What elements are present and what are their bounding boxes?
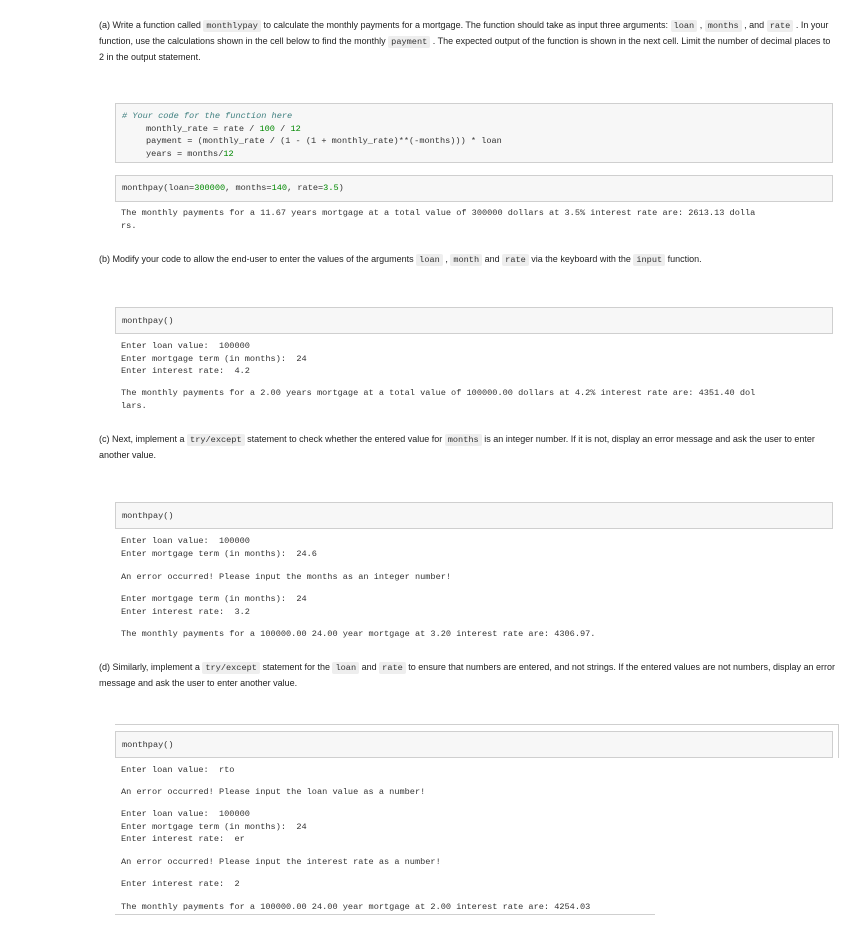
- code-token: , months=: [225, 183, 272, 193]
- output-b-prompts: Enter loan value: 100000 Enter mortgage term (in months): 24 Enter interest rate: 4.2: [121, 341, 307, 376]
- code-token: monthpay(): [122, 316, 174, 326]
- part-d-text: (d) Similarly, implement a: [99, 662, 203, 672]
- code-line: [122, 135, 826, 148]
- inline-code-try-except: try/except: [202, 662, 260, 674]
- inline-code-months: months: [705, 20, 742, 32]
- inline-code-input: input: [633, 254, 665, 266]
- code-token: years = months/: [146, 148, 224, 159]
- output-a: The monthly payments for a 11.67 years mortgage at a total value of 300000 dollars at 3.5% interest rate are: 2613.13 dolla rs.: [121, 208, 756, 231]
- part-a-text: (a) Write a function called: [99, 20, 204, 30]
- part-b-text: ,: [442, 254, 451, 264]
- code-cell-call-c[interactable]: [115, 502, 833, 529]
- part-d-instructions: [99, 660, 837, 691]
- code-line: [122, 110, 826, 123]
- code-token: payment = (monthly_rate / (1 - (1 + monthly_rate)**(-months))) * loan: [146, 136, 502, 146]
- code-line: [122, 148, 826, 161]
- code-token: , rate=: [287, 183, 324, 193]
- output-c-prompts: Enter loan value: 100000 Enter mortgage term (in months): 24.6: [121, 536, 317, 559]
- part-b-text: via the keyboard with the: [528, 254, 634, 264]
- code-token: monthpay(): [122, 511, 174, 521]
- code-number: 100: [259, 123, 275, 134]
- part-d-text: and: [359, 662, 380, 672]
- code-number: 12: [290, 123, 301, 134]
- part-c-text: statement to check whether the entered value for: [244, 434, 445, 444]
- part-d-text: statement for the: [259, 662, 333, 672]
- inline-code-rate: rate: [379, 662, 406, 674]
- inline-code-monthlypay: monthlypay: [203, 20, 261, 32]
- part-a-text: to calculate the monthly payments for a mortgage. The function should take as input three arguments:: [260, 20, 671, 30]
- part-b-text: (b) Modify your code to allow the end-user to enter the values of the arguments: [99, 254, 417, 264]
- inline-code-month: month: [450, 254, 482, 266]
- code-token: /: [274, 123, 291, 134]
- part-c-text: (c) Next, implement a: [99, 434, 188, 444]
- code-line: [122, 123, 826, 136]
- output-d-prompt: Enter loan value: rto: [121, 765, 235, 775]
- output-b-result: The monthly payments for a 2.00 years mortgage at a total value of 100000.00 dollars at 4.2% interest rate are: 4351.40 dol lars.: [121, 388, 756, 411]
- part-c-instructions: [99, 432, 837, 463]
- code-comment: # Your code for the function here: [122, 111, 293, 121]
- inline-code-months: months: [445, 434, 482, 446]
- code-cell-function[interactable]: [115, 103, 833, 163]
- code-number: 140: [271, 183, 288, 193]
- output-c-prompts-2: Enter mortgage term (in months): 24 Enter interest rate: 3.2: [121, 594, 307, 617]
- inline-code-payment: payment: [388, 36, 430, 48]
- inline-code-loan: loan: [416, 254, 443, 266]
- part-c-text: is an integer number. If it is not, display an error message and ask the user to enter another value.: [99, 434, 815, 460]
- cell-selection-border: [838, 724, 839, 758]
- code-token: monthpay(loan=: [122, 183, 195, 193]
- code-number: 300000: [194, 183, 226, 193]
- output-d-error-rate: An error occurred! Please input the interest rate as a number!: [121, 857, 441, 867]
- part-a-text: . In your function, use the calculations shown in the cell below to find the monthly: [99, 20, 829, 46]
- code-number: 3.5: [323, 183, 339, 193]
- part-a-text: ,: [697, 20, 705, 30]
- output-d-prompts-2: Enter loan value: 100000 Enter mortgage term (in months): 24 Enter interest rate: er: [121, 809, 307, 844]
- part-a-instructions: [99, 18, 837, 65]
- code-number: 12: [223, 148, 234, 159]
- part-d-text: to ensure that numbers are entered, and not strings. If the entered values are not numbers, display an error message and ask the user to enter another value.: [99, 662, 836, 688]
- inline-code-loan: loan: [671, 20, 698, 32]
- inline-code-rate: rate: [767, 20, 794, 32]
- cell-selection-border: [115, 724, 839, 725]
- inline-code-loan: loan: [332, 662, 359, 674]
- output-c-result: The monthly payments for a 100000.00 24.00 year mortgage at 3.20 interest rate are: 4306.97.: [121, 629, 596, 639]
- output-d-prompt-rate: Enter interest rate: 2: [121, 879, 240, 889]
- part-b-instructions: [99, 252, 837, 268]
- part-b-text: and: [482, 254, 503, 264]
- inline-code-rate: rate: [502, 254, 529, 266]
- inline-code-try-except: try/except: [187, 434, 245, 446]
- code-cell-call-d[interactable]: [115, 731, 833, 758]
- output-d-result: The monthly payments for a 100000.00 24.00 year mortgage at 2.00 interest rate are: 4254.03: [121, 902, 591, 912]
- code-token: ): [338, 183, 344, 193]
- part-a-text: , and: [741, 20, 767, 30]
- part-b-text: function.: [665, 254, 702, 264]
- part-a-text: . The expected output of the function is shown in the next cell. Limit the number of decimal places to 2 in the output statement.: [99, 36, 831, 62]
- code-token: monthpay(): [122, 740, 174, 750]
- cell-bottom-border: [115, 914, 655, 915]
- code-token: monthly_rate = rate /: [146, 123, 260, 134]
- output-c-error: An error occurred! Please input the months as an integer number!: [121, 572, 452, 582]
- output-d-error-loan: An error occurred! Please input the loan value as a number!: [121, 787, 426, 797]
- code-cell-call-a[interactable]: [115, 175, 833, 202]
- code-cell-call-b[interactable]: [115, 307, 833, 334]
